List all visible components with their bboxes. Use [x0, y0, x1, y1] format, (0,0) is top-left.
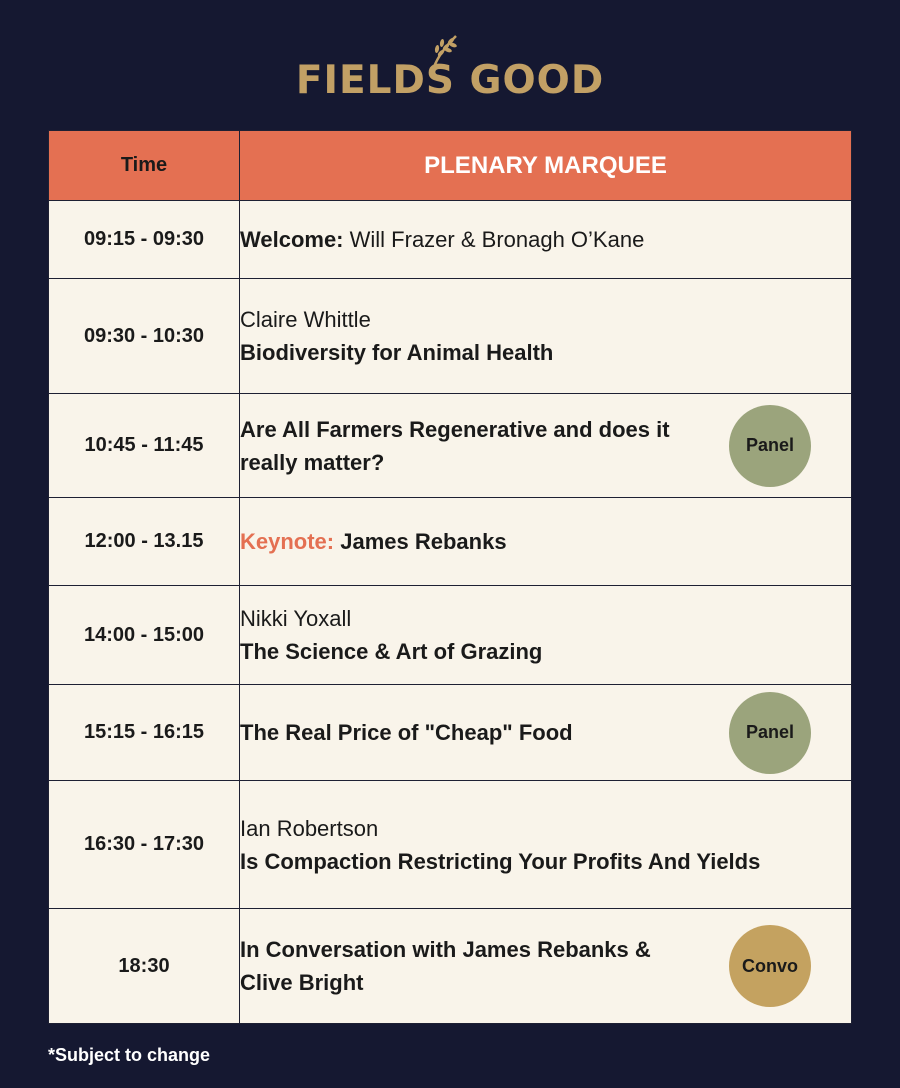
- session-title: Is Compaction Restricting Your Profits And Yields: [240, 848, 761, 874]
- session-label: Welcome:: [240, 227, 344, 252]
- header-row: [49, 131, 852, 201]
- table-row: [49, 781, 852, 909]
- time-cell: 15:15 - 16:15: [49, 685, 240, 781]
- panel-badge: Panel: [729, 405, 811, 487]
- session-title: Are All Farmers Regenerative and does it really matter?: [240, 416, 670, 475]
- session-cell: [240, 781, 852, 909]
- session-cell: [240, 394, 852, 498]
- session-cell: [240, 909, 852, 1024]
- session-title: The Real Price of "Cheap" Food: [240, 720, 573, 745]
- session-title: The Science & Art of Grazing: [240, 639, 543, 664]
- speaker-name: Claire Whittle: [240, 307, 371, 332]
- schedule-table: [48, 130, 852, 1024]
- session-cell: [240, 498, 852, 586]
- table-row: [49, 685, 852, 781]
- table-row: [49, 498, 852, 586]
- table-row: [49, 909, 852, 1024]
- table-row: [49, 279, 852, 394]
- session-title: In Conversation with James Rebanks & Clive Bright: [240, 937, 651, 995]
- table-row: [49, 201, 852, 279]
- panel-badge: Panel: [729, 692, 811, 774]
- session-cell: [240, 201, 852, 279]
- time-cell: 14:00 - 15:00: [49, 586, 240, 685]
- session-text: James Rebanks: [340, 529, 507, 554]
- table-row: [49, 394, 852, 498]
- logo: [0, 34, 900, 104]
- speaker-name: Nikki Yoxall: [240, 606, 352, 631]
- convo-badge: Convo: [729, 925, 811, 1007]
- keynote-label: Keynote:: [240, 529, 335, 554]
- time-cell: 18:30: [49, 909, 240, 1024]
- table-row: [49, 586, 852, 685]
- time-cell: 09:15 - 09:30: [49, 201, 240, 279]
- venue-column-header: PLENARY MARQUEE: [240, 131, 852, 201]
- session-cell: [240, 586, 852, 685]
- session-title: Biodiversity for Animal Health: [240, 340, 554, 365]
- session-cell: [240, 685, 852, 781]
- time-cell: 16:30 - 17:30: [49, 781, 240, 909]
- time-cell: 10:45 - 11:45: [49, 394, 240, 498]
- session-cell: [240, 279, 852, 394]
- footnote: *Subject to change: [48, 1045, 211, 1065]
- time-cell: 09:30 - 10:30: [49, 279, 240, 394]
- logo-text: FIELDS GOOD: [295, 58, 605, 103]
- speaker-name: Ian Robertson: [240, 815, 379, 841]
- session-text: Will Frazer & Bronagh O’Kane: [349, 227, 645, 252]
- time-cell: 12:00 - 13.15: [49, 498, 240, 586]
- time-column-header: Time: [49, 131, 240, 201]
